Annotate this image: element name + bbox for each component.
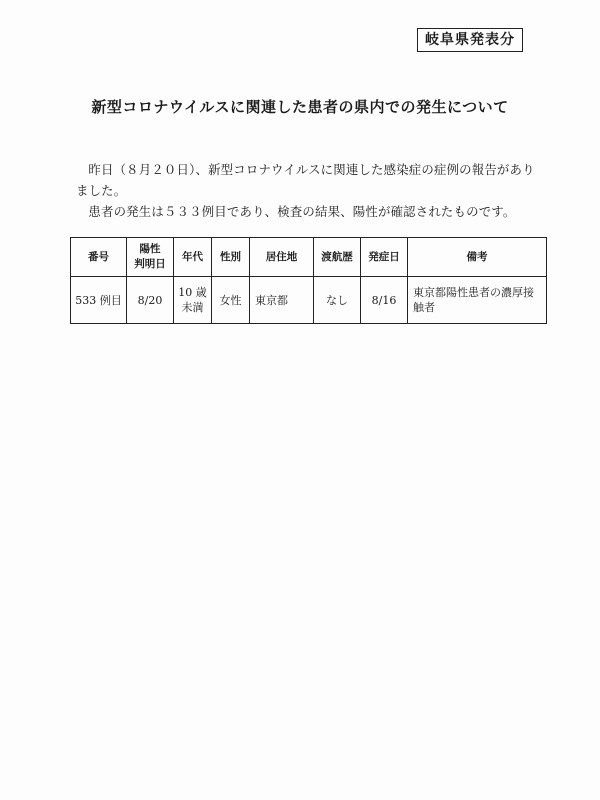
header-positive-date: 陽性 判明日: [127, 238, 174, 277]
table-header-row: [71, 238, 547, 277]
cell-residence: 東京都: [250, 277, 314, 324]
header-sex: 性別: [212, 238, 250, 277]
header-remarks: 備考: [408, 238, 547, 277]
cell-travel: なし: [314, 277, 361, 324]
body-paragraph-case: 患者の発生は５３３例目であり、検査の結果、陽性が確認されたものです。: [88, 204, 516, 219]
document-title: 新型コロナウイルスに関連した患者の県内での発生について: [91, 98, 509, 116]
cell-sex: 女性: [212, 277, 250, 324]
header-residence: 居住地: [250, 238, 314, 277]
cell-onset: 8/16: [361, 277, 408, 324]
header-number: 番号: [71, 238, 127, 277]
cell-remarks: 東京都陽性患者の濃厚接触者: [408, 277, 547, 324]
header-onset: 発症日: [361, 238, 408, 277]
cell-age: 10 歳 未満: [174, 277, 212, 324]
document-body: [76, 159, 536, 222]
header-age: 年代: [174, 238, 212, 277]
case-table: [70, 237, 547, 324]
body-paragraph-report: 昨日（８月２０日）、新型コロナウイルスに関連した感染症の症例の報告がありました。: [76, 162, 535, 198]
prefecture-stamp: 岐阜県発表分: [417, 28, 523, 52]
table-row: [71, 277, 547, 324]
cell-number: 533 例目: [71, 277, 127, 324]
cell-positive-date: 8/20: [127, 277, 174, 324]
header-travel: 渡航歴: [314, 238, 361, 277]
